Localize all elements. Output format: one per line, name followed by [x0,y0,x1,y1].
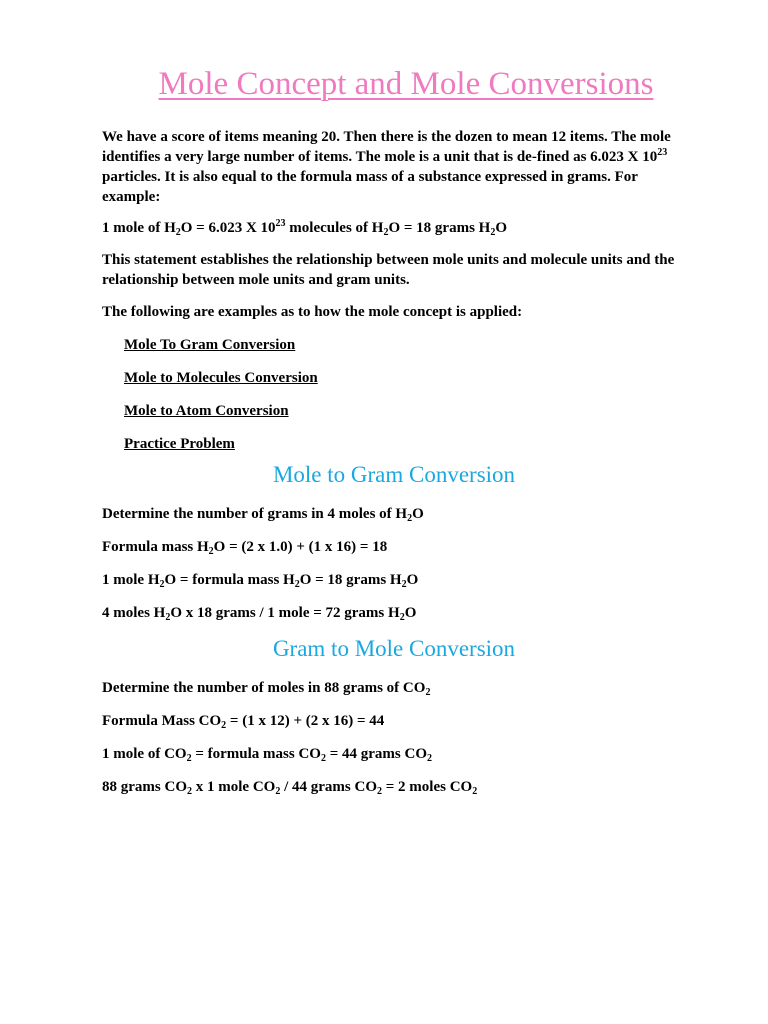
line-part: = formula mass CO [191,746,321,762]
subscript: 2 [427,753,432,764]
intro-text-part: We have a score of items meaning 20. Then there is the dozen to mean 12 items. The mole identifies a very large number of items. The mole is a unit that is de-fined as 6.023 X 10 [102,129,671,165]
line-part: O = formula mass H [164,572,295,588]
topic-links [102,335,698,467]
answer-line [102,603,698,636]
subscript: 2 [208,546,214,557]
link-practice-problem[interactable]: Practice Problem [124,436,235,452]
subscript: 2 [275,786,281,797]
subscript: 2 [399,612,405,623]
subscript: 2 [294,579,300,590]
problem-line [102,678,698,711]
line-part: O = (2 x 1.0) + (1 x 16) = 18 [213,539,388,555]
subscript: 2 [221,720,227,731]
line-part: = (1 x 12) + (2 x 16) = 44 [226,713,385,729]
equation-part: O [495,220,507,236]
subscript: 2 [490,227,496,238]
line-part: Determine the number of moles in 88 grams of CO [102,680,426,696]
mole-equation [102,218,698,238]
subscript: 2 [186,753,192,764]
line-part: O [412,506,424,522]
examples-intro: The following are examples as to how the mole concept is applied: [102,304,523,320]
equation-part: O = 18 grams H [388,220,491,236]
subscript: 2 [165,612,171,623]
line-part: O [404,605,417,621]
subscript: 2 [383,227,389,238]
line-part: = 44 grams CO [325,746,427,762]
exponent: 23 [657,147,668,158]
line-part: O = 18 grams H [299,572,402,588]
line-part: 4 moles H [102,605,166,621]
equation-part: 1 mole of H [102,220,176,236]
line-part: 88 grams CO [102,779,187,795]
formula-mass-line [102,711,698,744]
intro-text-part: particles. It is also equal to the formula mass of a substance expressed in grams. For example: [102,169,638,205]
line-part: O x 18 grams / 1 mole = 72 grams H [170,605,400,621]
link-mole-to-molecules[interactable]: Mole to Molecules Conversion [124,370,318,386]
page-title: Mole Concept and Mole Conversions [158,66,654,102]
subscript: 2 [472,786,478,797]
line-part: x 1 mole CO [192,779,276,795]
subscript: 2 [407,513,413,524]
subscript: 2 [175,227,181,238]
subscript: 2 [159,579,165,590]
intro-paragraph [102,127,698,207]
subscript: 2 [401,579,407,590]
line-part: 1 mole of CO [102,746,187,762]
subscript: 2 [320,753,326,764]
line-part: = 2 moles CO [382,779,473,795]
equivalence-line [102,744,698,777]
answer-line [102,777,698,810]
line-part: O [406,572,419,588]
subscript: 2 [425,687,431,698]
relationship-paragraph: This statement establishes the relationship between mole units and molecule units and the relationship between mole units and gram units. [102,252,675,288]
line-part: / 44 grams CO [280,779,377,795]
problem-line [102,504,698,537]
link-mole-to-atom[interactable]: Mole to Atom Conversion [124,403,289,419]
line-part: 1 mole H [102,572,160,588]
section-heading-mole-to-gram: Mole to Gram Conversion [272,462,516,487]
equation-part: molecules of H [285,220,384,236]
line-part: Formula Mass CO [102,713,222,729]
section-gram-to-mole [102,678,698,810]
equivalence-line [102,570,698,603]
equation-part: O = 6.023 X 10 [180,220,276,236]
line-part: Determine the number of grams in 4 moles of H [102,506,408,522]
section-heading-gram-to-mole: Gram to Mole Conversion [272,636,516,661]
exponent: 23 [275,218,286,229]
link-mole-to-gram[interactable]: Mole To Gram Conversion [124,337,296,353]
subscript: 2 [377,786,382,797]
formula-mass-line [102,537,698,570]
line-part: Formula mass H [102,539,209,555]
section-mole-to-gram [102,504,698,636]
subscript: 2 [187,786,192,797]
